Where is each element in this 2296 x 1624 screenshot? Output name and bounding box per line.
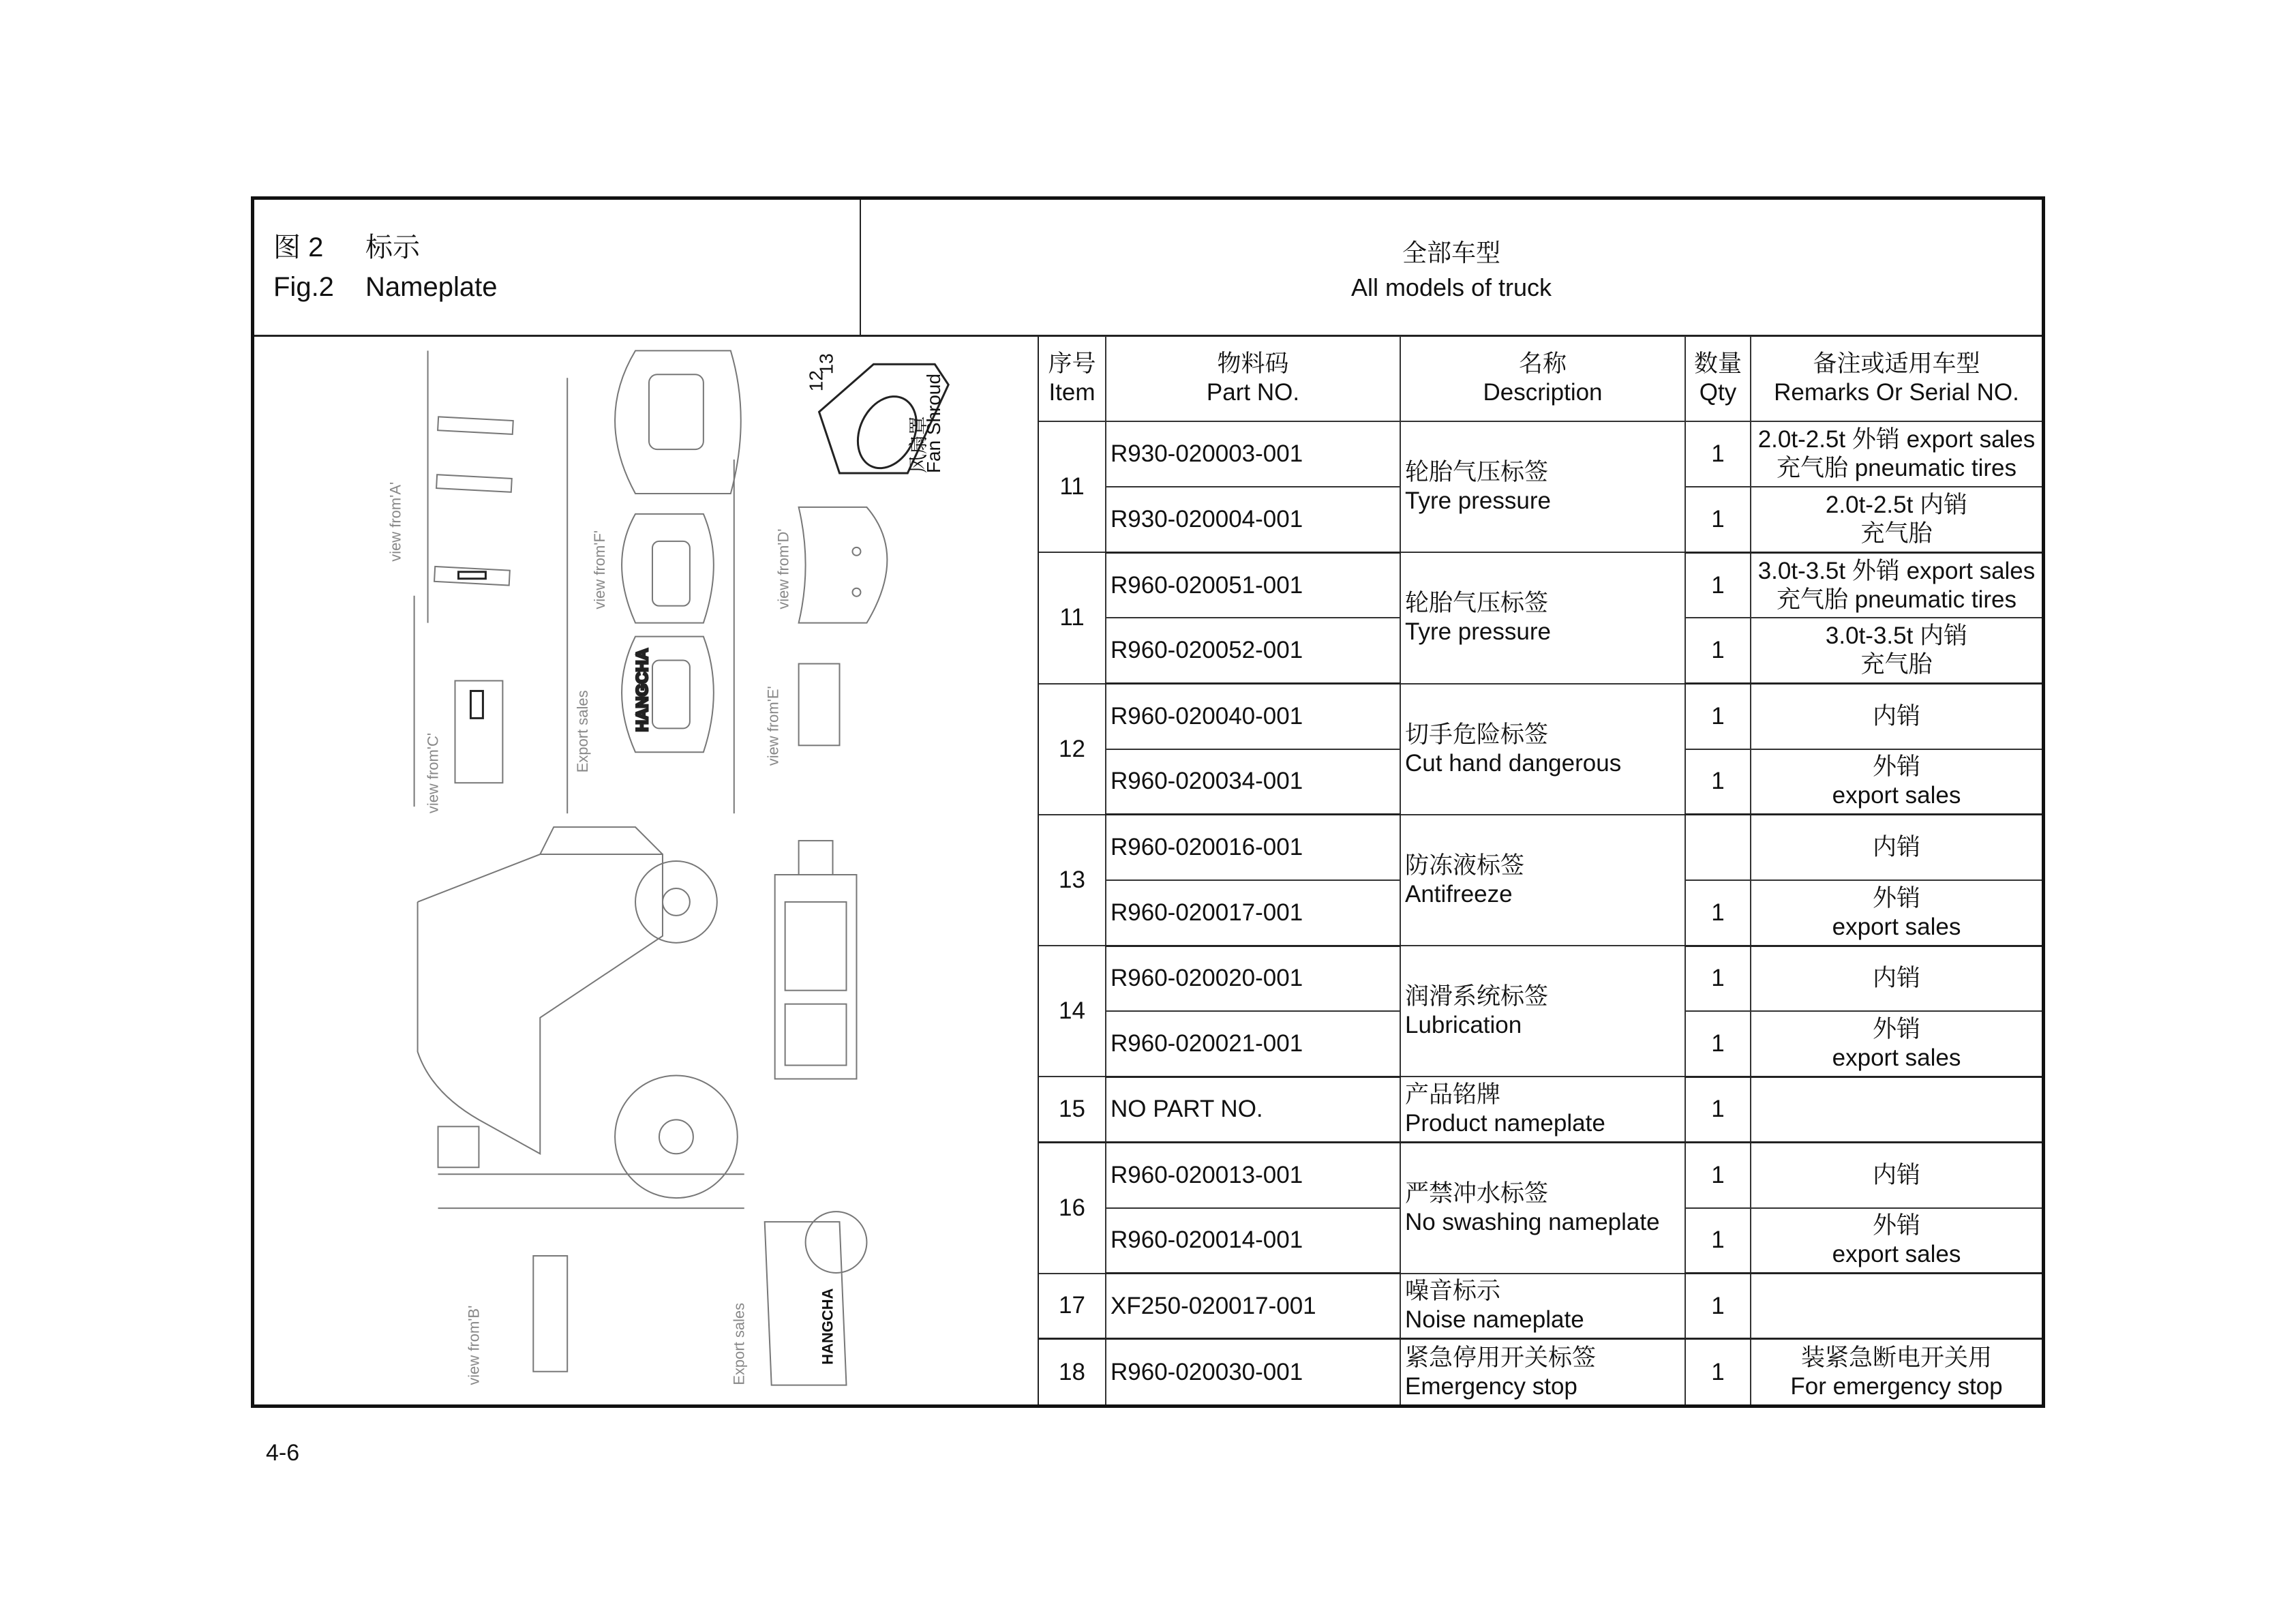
header-remarks: 备注或适用车型 Remarks Or Serial NO. — [1751, 336, 2042, 421]
table-row — [1039, 421, 2042, 487]
figure-title-cn-text: 标示 — [365, 232, 420, 262]
table-row — [1039, 1339, 2042, 1404]
parts-table-container — [1039, 336, 2042, 1404]
qty-cell: 1 — [1685, 552, 1751, 618]
description-cell: 紧急停用开关标签 Emergency stop — [1400, 1339, 1685, 1404]
item-cell: 15 — [1039, 1077, 1106, 1142]
description-cell: 切手危险标签 Cut hand dangerous — [1400, 684, 1685, 815]
view-e-group — [765, 664, 840, 766]
part-no-cell: R930-020003-001 — [1106, 421, 1400, 487]
part-no-cell: R960-020051-001 — [1106, 552, 1400, 618]
part-no-cell: R960-020030-001 — [1106, 1339, 1400, 1404]
part-no-cell: R960-020052-001 — [1106, 618, 1400, 683]
table-row — [1039, 1274, 2042, 1339]
header-item: 序号 Item — [1039, 336, 1106, 421]
remark-cell: 装紧急断电开关用 For emergency stop — [1751, 1339, 2042, 1404]
remark-cell: 内销 — [1751, 946, 2042, 1011]
svg-text:HANGCHA: HANGCHA — [633, 648, 652, 732]
item-cell: 16 — [1039, 1142, 1106, 1273]
description-cell: 噪音标示 Noise nameplate — [1400, 1274, 1685, 1339]
table-row — [1039, 552, 2042, 618]
qty-cell: 1 — [1685, 487, 1751, 552]
qty-cell: 1 — [1685, 618, 1751, 683]
models-en: All models of truck — [1350, 273, 1552, 301]
qty-cell: 1 — [1685, 1339, 1751, 1404]
figure-title-en — [273, 272, 497, 302]
svg-text:Export sales: Export sales — [574, 690, 592, 773]
technical-drawing — [254, 336, 1039, 1404]
qty-cell: 1 — [1685, 1274, 1751, 1339]
svg-text:Export sales: Export sales — [730, 1302, 748, 1385]
table-row — [1039, 684, 2042, 749]
page-number: 4-6 — [266, 1440, 300, 1466]
remark-cell: 2.0t-2.5t 内销 充气胎 — [1751, 487, 2042, 552]
figure-title-en-text: Nameplate — [365, 272, 498, 302]
item-cell: 11 — [1039, 552, 1106, 683]
item-cell: 11 — [1039, 421, 1106, 552]
applicable-models-cell — [861, 200, 2042, 336]
parts-table — [1039, 336, 2042, 1404]
side-view-group — [418, 827, 744, 1385]
front-view-group — [775, 841, 857, 1079]
part-no-cell: NO PART NO. — [1106, 1077, 1400, 1142]
svg-text:12: 12 — [805, 370, 827, 392]
view-a-group — [387, 350, 513, 813]
part-no-cell: R960-020013-001 — [1106, 1142, 1400, 1207]
part-no-cell: R960-020020-001 — [1106, 946, 1400, 1011]
description-cell: 轮胎气压标签 Tyre pressure — [1400, 421, 1685, 552]
table-row — [1039, 815, 2042, 880]
part-no-cell: R960-020034-001 — [1106, 749, 1400, 815]
svg-text:view from'B': view from'B' — [465, 1305, 483, 1385]
remark-cell: 内销 — [1751, 815, 2042, 880]
qty-cell: 1 — [1685, 1011, 1751, 1077]
part-no-cell: XF250-020017-001 — [1106, 1274, 1400, 1339]
part-no-cell: R960-020040-001 — [1106, 684, 1400, 749]
figure-number-cn: 图 2 — [273, 232, 324, 262]
item-cell: 12 — [1039, 684, 1106, 815]
svg-text:HANGCHA: HANGCHA — [819, 1288, 836, 1365]
description-cell: 轮胎气压标签 Tyre pressure — [1400, 552, 1685, 683]
svg-text:风扇罩: 风扇罩 — [907, 416, 929, 474]
qty-cell — [1685, 815, 1751, 880]
svg-text:view from'D': view from'D' — [774, 528, 792, 610]
item-cell: 13 — [1039, 815, 1106, 946]
header-description: 名称 Description — [1400, 336, 1685, 421]
header-part-no: 物料码 Part NO. — [1106, 336, 1400, 421]
description-cell: 产品铭牌 Product nameplate — [1400, 1077, 1685, 1142]
remark-cell: 2.0t-2.5t 外销 export sales 充气胎 pneumatic tires — [1751, 421, 2042, 487]
remark-cell: 外销 export sales — [1751, 749, 2042, 815]
remark-cell — [1751, 1077, 2042, 1142]
view-d-group — [775, 507, 888, 623]
remark-cell: 内销 — [1751, 1142, 2042, 1207]
description-cell: 润滑系统标签 Lubrication — [1400, 946, 1685, 1077]
item-cell: 17 — [1039, 1274, 1106, 1339]
remark-cell: 内销 — [1751, 684, 2042, 749]
qty-cell: 1 — [1685, 1142, 1751, 1207]
remark-cell: 3.0t-3.5t 外销 export sales 充气胎 pneumatic tires — [1751, 552, 2042, 618]
qty-cell: 1 — [1685, 1077, 1751, 1142]
forklift-illustration — [254, 336, 1038, 1404]
description-cell: 严禁冲水标签 No swashing nameplate — [1400, 1142, 1685, 1273]
table-header-row — [1039, 336, 2042, 421]
figure-title-cell — [254, 200, 861, 336]
svg-text:Fan Shroud: Fan Shroud — [923, 374, 945, 474]
figure-number-en: Fig.2 — [273, 272, 334, 302]
part-no-cell: R960-020017-001 — [1106, 880, 1400, 946]
table-row — [1039, 946, 2042, 1011]
item-cell: 14 — [1039, 946, 1106, 1077]
view-f-group — [574, 350, 741, 772]
svg-text:view from'A': view from'A' — [387, 481, 404, 562]
export-view-group — [731, 1212, 867, 1385]
description-cell: 防冻液标签 Antifreeze — [1400, 815, 1685, 946]
part-no-cell: R930-020004-001 — [1106, 487, 1400, 552]
figure-frame — [251, 196, 2045, 1408]
table-row — [1039, 1077, 2042, 1142]
remark-cell: 3.0t-3.5t 内销 充气胎 — [1751, 618, 2042, 683]
part-no-cell: R960-020016-001 — [1106, 815, 1400, 880]
item-cell: 18 — [1039, 1339, 1106, 1404]
svg-text:13: 13 — [815, 353, 837, 375]
svg-text:view from'C': view from'C' — [424, 732, 442, 814]
figure-title-cn — [273, 232, 420, 262]
svg-text:view from'F': view from'F' — [591, 530, 609, 610]
models-cn: 全部车型 — [1402, 239, 1500, 267]
remark-cell: 外销 export sales — [1751, 880, 2042, 946]
remark-cell: 外销 export sales — [1751, 1011, 2042, 1077]
qty-cell: 1 — [1685, 1208, 1751, 1274]
part-no-cell: R960-020021-001 — [1106, 1011, 1400, 1077]
header-qty: 数量 Qty — [1685, 336, 1751, 421]
qty-cell: 1 — [1685, 749, 1751, 815]
remark-cell: 外销 export sales — [1751, 1208, 2042, 1274]
qty-cell: 1 — [1685, 880, 1751, 946]
qty-cell: 1 — [1685, 684, 1751, 749]
qty-cell: 1 — [1685, 946, 1751, 1011]
qty-cell: 1 — [1685, 421, 1751, 487]
fan-shroud-group — [806, 353, 949, 478]
part-no-cell: R960-020014-001 — [1106, 1208, 1400, 1274]
svg-text:view from'E': view from'E' — [764, 686, 782, 766]
remark-cell — [1751, 1274, 2042, 1339]
table-row — [1039, 1142, 2042, 1207]
